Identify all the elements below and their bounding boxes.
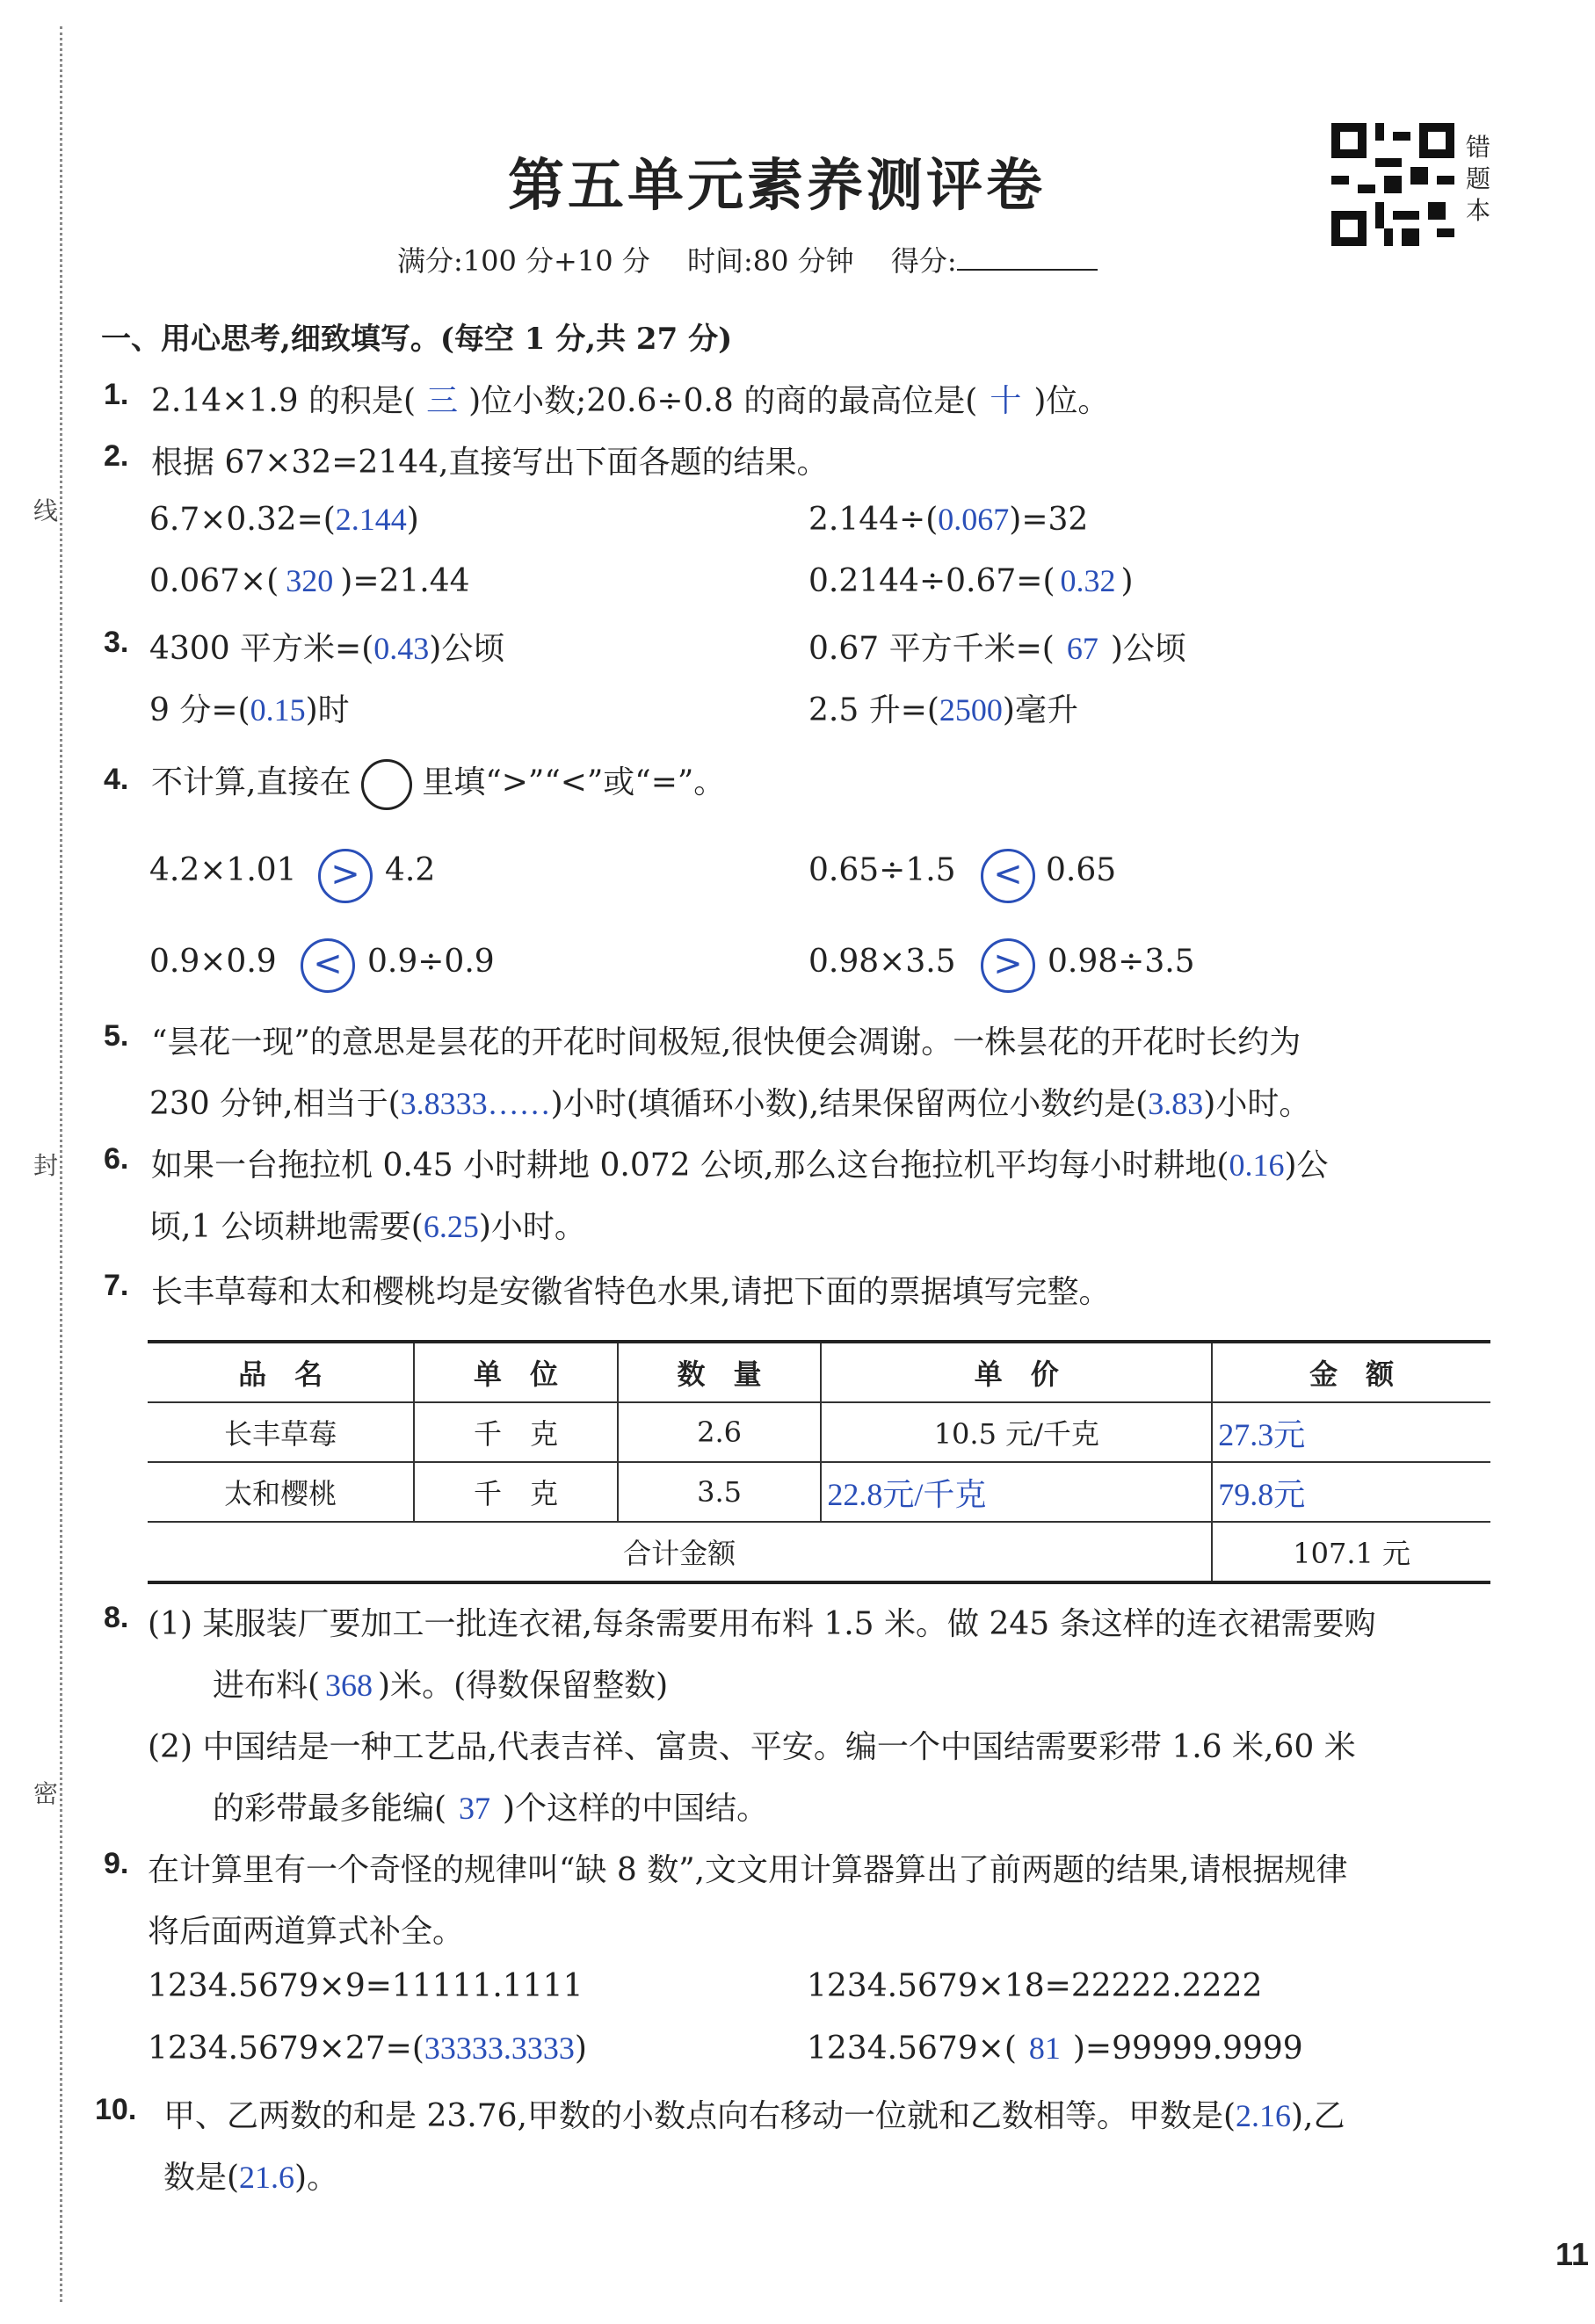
full-score: 满分:100 分+10 分 xyxy=(397,244,650,278)
q9-eq4: 1234.5679×( 81 )=99999.9999 xyxy=(807,2031,1303,2067)
q4-c2-right: 0.65 xyxy=(1046,852,1117,888)
question-number: 10. xyxy=(95,2093,137,2126)
binding-dotted-line xyxy=(60,26,62,2302)
answer-cell[interactable]: 22.8元/千克 xyxy=(821,1462,1212,1522)
col-header: 单 位 xyxy=(414,1342,618,1402)
question-number: 4. xyxy=(104,763,129,796)
question-number: 9. xyxy=(104,1847,129,1880)
question-number: 3. xyxy=(104,626,129,659)
question-number: 2. xyxy=(104,439,129,473)
answer[interactable]: 三 xyxy=(426,383,459,418)
answer[interactable]: 67 xyxy=(1066,631,1098,666)
col-header: 数 量 xyxy=(618,1342,822,1402)
cell: 2.6 xyxy=(618,1402,822,1462)
answer[interactable]: 0.32 xyxy=(1060,563,1116,598)
q4-c4-left: 0.98×3.5 xyxy=(808,944,956,980)
q8-p1-line1: (1) 某服装厂要加工一批连衣裙,每条需要用布料 1.5 米。做 245 条这样的连衣裙需要购 xyxy=(148,1606,1376,1642)
q4-stem: 不计算,直接在 里填“>”“<”或“=”。 xyxy=(151,757,725,810)
answer[interactable]: 3.83 xyxy=(1148,1086,1204,1121)
q3-l2: 9 分=(0.15)时 xyxy=(149,692,350,728)
col-header: 单 价 xyxy=(821,1342,1212,1402)
margin-char-mi: 密 xyxy=(33,1779,59,1808)
answer[interactable]: 十 xyxy=(990,383,1022,418)
table-row xyxy=(148,1462,1490,1522)
col-header: 金 额 xyxy=(1212,1342,1490,1402)
q6-line1: 如果一台拖拉机 0.45 小时耕地 0.072 公顷,那么这台拖拉机平均每小时耕地(0.16)公 xyxy=(151,1148,1329,1184)
col-header: 品 名 xyxy=(148,1342,414,1402)
answer[interactable]: 37 xyxy=(459,1791,491,1826)
question-number: 1. xyxy=(104,378,129,411)
cell: 千 克 xyxy=(414,1402,618,1462)
cell: 10.5 元/千克 xyxy=(821,1402,1212,1462)
q3-l1: 4300 平方米=(0.43)公顷 xyxy=(149,631,505,667)
time-limit: 时间:80 分钟 xyxy=(686,244,854,278)
margin-char-xian: 线 xyxy=(33,496,59,525)
page-title: 第五单元素养测评卷 xyxy=(508,153,1046,219)
q3-r1: 0.67 平方千米=( 67 )公顷 xyxy=(808,631,1186,667)
question-number: 5. xyxy=(104,1019,129,1053)
question-number: 7. xyxy=(104,1269,129,1302)
answer[interactable]: 368 xyxy=(325,1668,373,1703)
q5-line1: “昙花一现”的意思是昙花的开花时间极短,很快便会凋谢。一株昙花的开花时长约为 xyxy=(151,1024,1301,1061)
q8-p2-line1: (2) 中国结是一种工艺品,代表吉祥、富贵、平安。编一个中国结需要彩带 1.6 米,60 米 xyxy=(148,1729,1356,1765)
answer[interactable]: 33333.3333 xyxy=(424,2031,575,2066)
answer[interactable]: 0.43 xyxy=(373,631,430,666)
q9-eq3: 1234.5679×27=(33333.3333) xyxy=(148,2031,587,2067)
answer[interactable]: 0.15 xyxy=(250,692,306,728)
section-heading: 一、用心思考,细致填写。(每空 1 分,共 27 分) xyxy=(101,322,733,357)
q9-eq1: 1234.5679×9=11111.1111 xyxy=(148,1968,584,2004)
answer[interactable]: 21.6 xyxy=(239,2160,295,2195)
answer-circle[interactable]: > xyxy=(318,849,373,903)
answer[interactable]: 0.16 xyxy=(1229,1148,1285,1183)
q4-c3-left: 0.9×0.9 xyxy=(149,944,277,980)
q9-line1: 在计算里有一个奇怪的规律叫“缺 8 数”,文文用计算器算出了前两题的结果,请根据规律 xyxy=(148,1852,1348,1888)
question-number: 8. xyxy=(104,1601,129,1634)
answer-circle[interactable]: < xyxy=(981,849,1035,903)
answer[interactable]: 81 xyxy=(1028,2031,1061,2066)
q2-stem: 根据 67×32=2144,直接写出下面各题的结果。 xyxy=(151,445,829,481)
q2-r1-left: 6.7×0.32=(2.144) xyxy=(149,502,419,538)
table-row xyxy=(148,1402,1490,1462)
answer[interactable]: 2500 xyxy=(939,692,1003,728)
q9-line2: 将后面两道算式补全。 xyxy=(148,1914,465,1950)
q4-c2-left: 0.65÷1.5 xyxy=(808,852,956,888)
q7-stem: 长丰草莓和太和樱桃均是安徽省特色水果,请把下面的票据填写完整。 xyxy=(151,1274,1111,1310)
q4-c1-left: 4.2×1.01 xyxy=(149,852,297,888)
table-header-row xyxy=(148,1342,1490,1402)
answer-cell[interactable]: 79.8元 xyxy=(1212,1462,1490,1522)
answer-circle[interactable]: > xyxy=(981,938,1035,993)
receipt-table xyxy=(148,1340,1490,1584)
total-label: 合计金额 xyxy=(148,1522,1212,1582)
q8-p1-line2: 进布料( 368 )米。(得数保留整数) xyxy=(213,1668,669,1704)
answer-cell[interactable]: 27.3元 xyxy=(1212,1402,1490,1462)
score-blank[interactable] xyxy=(957,269,1098,271)
cell: 3.5 xyxy=(618,1462,822,1522)
qr-code-icon[interactable] xyxy=(1331,123,1454,246)
q4-c3-right: 0.9÷0.9 xyxy=(367,944,495,980)
answer[interactable]: 6.25 xyxy=(423,1209,479,1244)
q6-line2: 顷,1 公顷耕地需要(6.25)小时。 xyxy=(149,1209,586,1245)
q2-r2-left: 0.067×( 320 )=21.44 xyxy=(149,563,470,599)
margin-char-feng: 封 xyxy=(33,1151,59,1180)
table-total-row xyxy=(148,1522,1490,1582)
total-value: 107.1 元 xyxy=(1212,1522,1490,1582)
answer-circle[interactable]: < xyxy=(301,938,355,993)
answer[interactable]: 2.144 xyxy=(335,502,407,537)
question-number: 6. xyxy=(104,1142,129,1176)
q3-r2: 2.5 升=(2500)毫升 xyxy=(808,692,1078,728)
q10-line1: 甲、乙两数的和是 23.76,甲数的小数点向右移动一位就和乙数相等。甲数是(2.16),乙 xyxy=(163,2098,1345,2134)
q10-line2: 数是(21.6)。 xyxy=(163,2160,339,2196)
score-info xyxy=(397,239,1098,279)
q8-p2-line2: 的彩带最多能编( 37 )个这样的中国结。 xyxy=(213,1791,769,1827)
q4-c1-right: 4.2 xyxy=(385,852,436,888)
cell: 太和樱桃 xyxy=(148,1462,414,1522)
q2-r2-right: 0.2144÷0.67=( 0.32 ) xyxy=(808,563,1134,599)
q1-line: 2.14×1.9 的积是( 三 )位小数;20.6÷0.8 的商的最高位是( 十 )位。 xyxy=(151,383,1110,419)
score-label: 得分: xyxy=(890,244,957,278)
q5-line2: 230 分钟,相当于(3.8333……)小时(填循环小数),结果保留两位小数约是(3.83)小时。 xyxy=(149,1086,1311,1122)
cell: 长丰草莓 xyxy=(148,1402,414,1462)
q2-r1-right: 2.144÷(0.067)=32 xyxy=(808,502,1089,538)
q4-c4-right: 0.98÷3.5 xyxy=(1048,944,1195,980)
cuoti-label: 错 题 本 xyxy=(1465,133,1490,225)
cell: 千 克 xyxy=(414,1462,618,1522)
page-number: 11 xyxy=(1555,2236,1590,2272)
q9-eq2: 1234.5679×18=22222.2222 xyxy=(807,1968,1263,2004)
answer[interactable]: 0.067 xyxy=(938,502,1010,537)
answer[interactable]: 320 xyxy=(286,563,334,598)
empty-circle-icon xyxy=(361,759,412,810)
answer[interactable]: 2.16 xyxy=(1236,2098,1291,2133)
answer[interactable]: 3.8333…… xyxy=(400,1086,551,1121)
